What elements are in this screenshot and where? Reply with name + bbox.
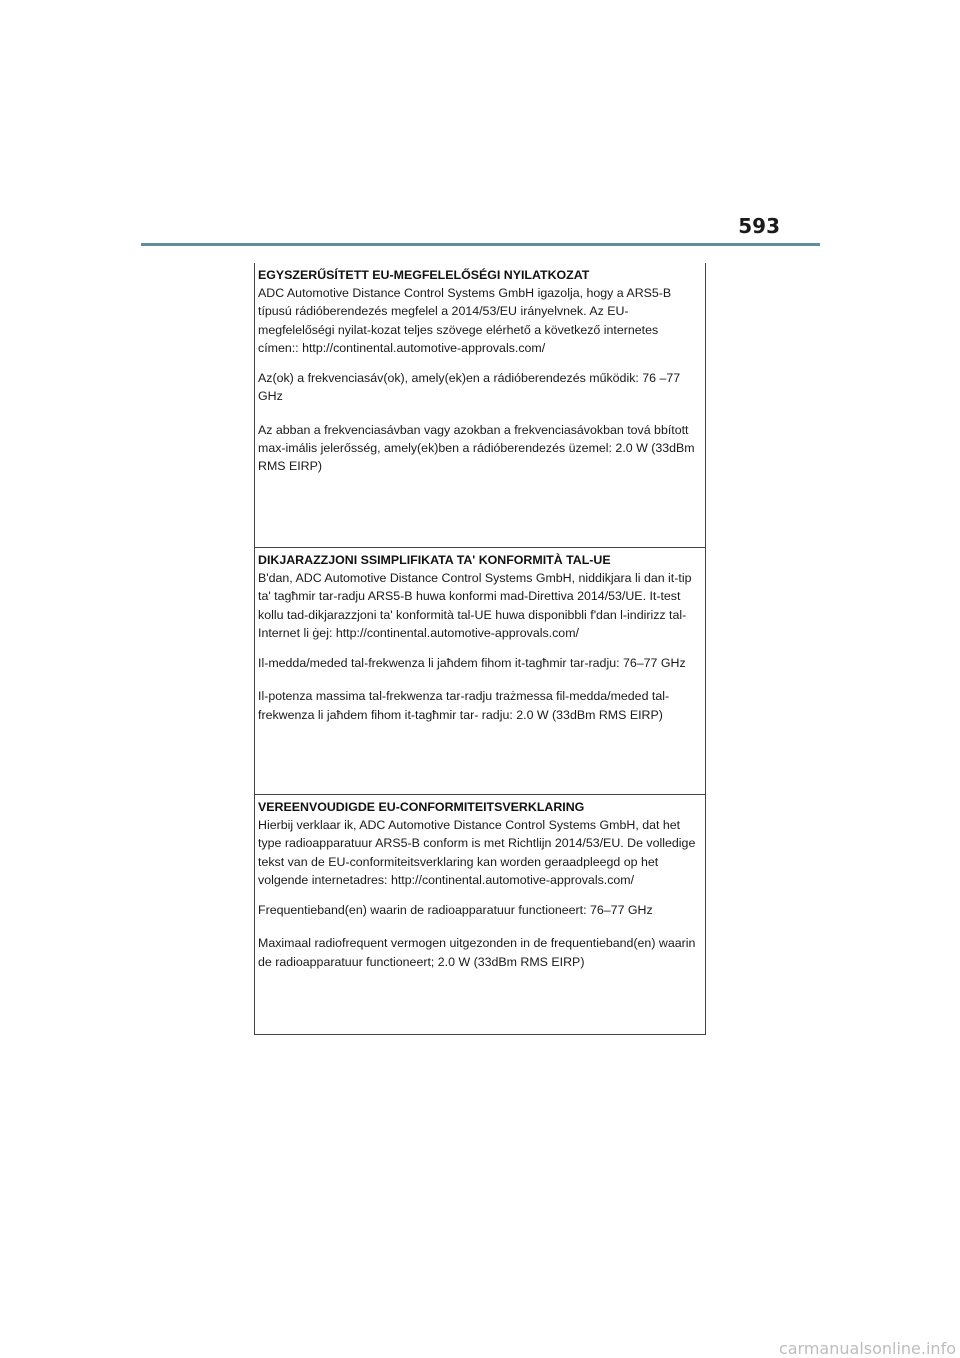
section-lead-text: ADC Automotive Distance Control Systems GmbH igazolja, hogy a ARS5-B típusú rádióberendezés megfelel a 2014/53/EU irányelvnek. Az EU-megfelelőségi nyilat-kozat teljes szövege elérhető a következő internetes címen:: http://continental.automotive-approvals.com/ [258, 286, 672, 355]
page-number: 593 [738, 214, 780, 238]
declaration-table [254, 263, 706, 1035]
header-rule [141, 243, 820, 246]
section-frequency-text: Az(ok) a frekvenciasáv(ok), amely(ek)en a rádióberendezés működik: 76 –77 GHz [258, 371, 681, 404]
section-frequency-text: Frequentieband(en) waarin de radioapparatuur functioneert: 76–77 GHz [258, 903, 653, 918]
section-lead-text: Hierbij verklaar ik, ADC Automotive Distance Control Systems GmbH, dat het type radioapparatuur ARS5-B conform is met Richtlijn 2014/53/EU. De volledige tekst van de EU-conformiteitsverklaring kan worden geraadpleegd op het volgende internetadres: http://continental.automotive-approvals.com/ [258, 818, 696, 887]
section-heading: VEREENVOUDIGDE EU-CONFORMITEITSVERKLARING [258, 800, 585, 814]
declaration-section-maltese [255, 547, 705, 794]
section-power-text: Il-potenza massima tal-frekwenza tar-radju trażmessa fil-medda/meded tal-frekwenza li jaħdem fihom it-tagħmir tar- radju: 2.0 W (33dBm RMS EIRP) [258, 689, 670, 722]
section-power-text: Maximaal radiofrequent vermogen uitgezonden in de frequentieband(en) waarin de radioapparatuur functioneert; 2.0 W (33dBm RMS EIRP) [258, 936, 696, 969]
declaration-section-dutch [255, 794, 705, 1034]
section-heading: EGYSZERŰSÍTETT EU-MEGFELELŐSÉGI NYILATKOZAT [258, 268, 590, 282]
watermark: carmanualsonline.info [778, 1339, 956, 1358]
section-power-text: Az abban a frekvenciasávban vagy azokban a frekvenciasávokban tová bbított max-imális jelerősség, amely(ek)ben a rádióberendezés üzemel: 2.0 W (33dBm RMS EIRP) [258, 422, 695, 474]
section-heading: DIKJARAZZJONI SSIMPLIFIKATA TA' KONFORMITÀ TAL-UE [258, 553, 611, 567]
declaration-section-hungarian [255, 263, 705, 547]
section-frequency-text: Il-medda/meded tal-frekwenza li jaħdem fihom it-tagħmir tar-radju: 76–77 GHz [258, 656, 686, 671]
section-lead-text: B'dan, ADC Automotive Distance Control Systems GmbH, niddikjara li dan it-tip ta' tagħmir tar-radju ARS5-B huwa konformi mad-Direttiva 2014/53/UE. It-test kollu tad-dikjarazzjoni ta' konformità tal-UE huwa disponibbli f'dan l-indirizz tal-Internet li ġej: http://continental.automotive-approvals.com/ [258, 571, 692, 640]
